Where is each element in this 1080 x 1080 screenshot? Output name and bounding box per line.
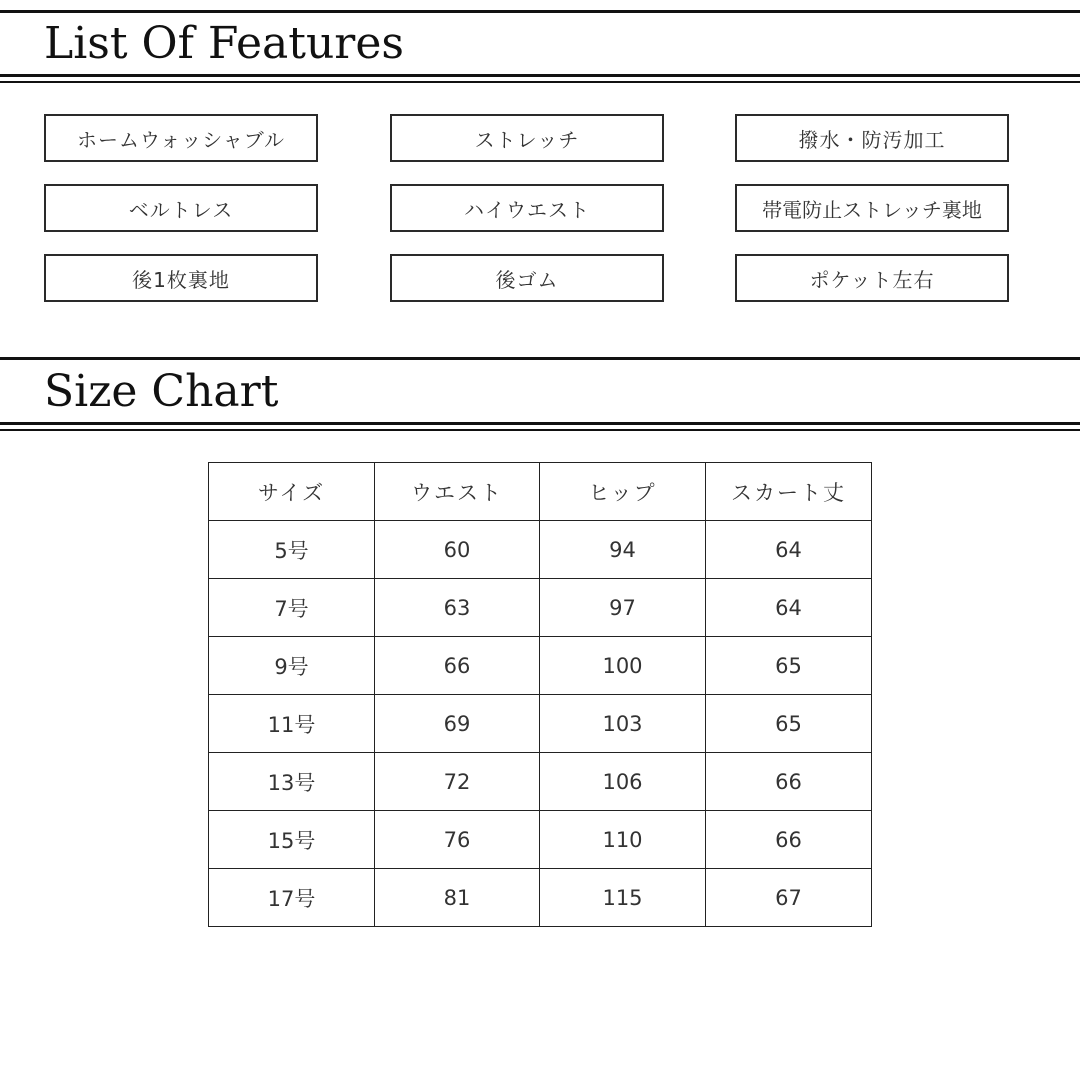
skirt-length-cell: 66: [706, 811, 872, 869]
feature-box: 後1枚裏地: [44, 254, 318, 302]
size-cell: 11号: [209, 695, 375, 753]
table-row: [209, 811, 872, 869]
skirt-length-cell: 67: [706, 869, 872, 927]
feature-box: ベルトレス: [44, 184, 318, 232]
features-underline-thick: [0, 74, 1080, 77]
feature-box: 撥水・防汚加工: [735, 114, 1009, 162]
waist-cell: 66: [375, 637, 540, 695]
skirt-length-cell: 65: [706, 695, 872, 753]
table-row: [209, 579, 872, 637]
size-cell: 13号: [209, 753, 375, 811]
hip-cell: 115: [540, 869, 706, 927]
skirt-length-cell: 64: [706, 521, 872, 579]
size-chart-table: [208, 462, 872, 927]
feature-box: ストレッチ: [390, 114, 664, 162]
features-title: List Of Features: [44, 18, 404, 69]
hip-cell: 94: [540, 521, 706, 579]
feature-box: ポケット左右: [735, 254, 1009, 302]
features-top-rule: [0, 10, 1080, 13]
table-row: [209, 695, 872, 753]
waist-cell: 63: [375, 579, 540, 637]
waist-cell: 76: [375, 811, 540, 869]
table-header-row: [209, 463, 872, 521]
skirt-length-cell: 65: [706, 637, 872, 695]
header-waist: ウエスト: [375, 463, 540, 521]
feature-box: ハイウエスト: [390, 184, 664, 232]
skirt-length-cell: 66: [706, 753, 872, 811]
size-top-rule: [0, 357, 1080, 360]
size-underline-thin: [0, 429, 1080, 431]
skirt-length-cell: 64: [706, 579, 872, 637]
waist-cell: 72: [375, 753, 540, 811]
size-underline-thick: [0, 422, 1080, 425]
hip-cell: 100: [540, 637, 706, 695]
header-hip: ヒップ: [540, 463, 706, 521]
header-size: サイズ: [209, 463, 375, 521]
size-chart-title: Size Chart: [44, 366, 279, 417]
hip-cell: 103: [540, 695, 706, 753]
waist-cell: 60: [375, 521, 540, 579]
table-row: [209, 637, 872, 695]
features-underline-thin: [0, 81, 1080, 83]
size-cell: 5号: [209, 521, 375, 579]
size-cell: 9号: [209, 637, 375, 695]
header-skirt-length: スカート丈: [706, 463, 872, 521]
table-row: [209, 521, 872, 579]
feature-box: ホームウォッシャブル: [44, 114, 318, 162]
feature-box: 後ゴム: [390, 254, 664, 302]
hip-cell: 110: [540, 811, 706, 869]
size-cell: 15号: [209, 811, 375, 869]
table-row: [209, 753, 872, 811]
hip-cell: 97: [540, 579, 706, 637]
size-cell: 17号: [209, 869, 375, 927]
waist-cell: 81: [375, 869, 540, 927]
hip-cell: 106: [540, 753, 706, 811]
size-cell: 7号: [209, 579, 375, 637]
waist-cell: 69: [375, 695, 540, 753]
feature-box: 帯電防止ストレッチ裏地: [735, 184, 1009, 232]
table-row: [209, 869, 872, 927]
